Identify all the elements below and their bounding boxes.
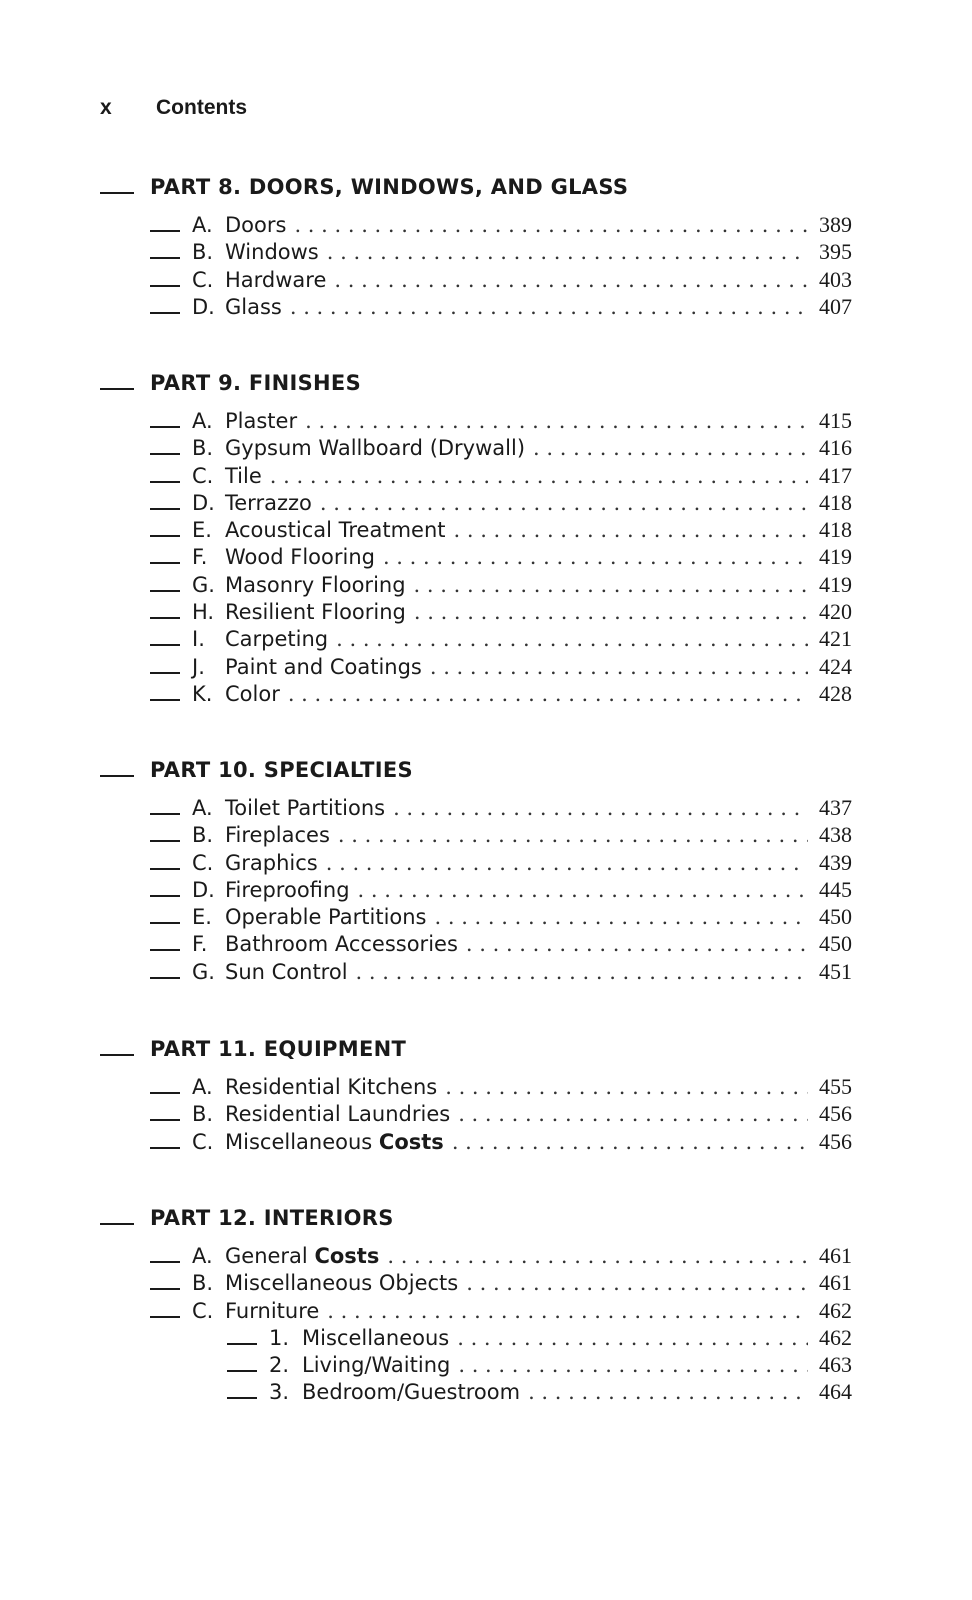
toc-subentry: 2. Living/Waiting . . . 463 — [100, 1351, 852, 1378]
entry-page: 418 — [819, 489, 852, 515]
checkbox-blank — [150, 519, 180, 537]
entry-label: Terrazzo — [225, 490, 312, 515]
checkbox-blank — [150, 296, 180, 314]
entry-page: 389 — [819, 212, 852, 237]
toc-entry: J. Paint and Coatings . . . 424 — [100, 653, 852, 680]
entry-page: 417 — [819, 462, 852, 488]
part-10-section — [100, 755, 852, 985]
dot-leader — [336, 626, 808, 653]
dot-leader — [430, 654, 808, 681]
entry-label-bold: Costs — [314, 1244, 380, 1268]
dot-leader — [457, 1325, 808, 1352]
entry-label: Glass — [225, 294, 282, 319]
entry-label: Miscellaneous Costs — [225, 1129, 444, 1154]
entry-label: Hardware — [225, 267, 327, 292]
dot-leader — [528, 1379, 808, 1406]
checkbox-blank — [150, 574, 180, 592]
toc-entry: D. Terrazzo . . . 418 — [100, 489, 852, 516]
entry-page: 419 — [819, 571, 852, 597]
entry-page: 437 — [819, 795, 852, 820]
entry-label: Graphics — [225, 850, 318, 875]
entry-label: Windows — [225, 240, 319, 265]
toc-entry: F. Wood Flooring . . . 419 — [100, 543, 852, 570]
entry-page: 416 — [819, 435, 852, 461]
entry-label: Paint and Coatings — [225, 654, 422, 679]
checkbox-blank — [150, 269, 180, 287]
entry-label: Miscellaneous — [302, 1325, 450, 1350]
part-heading: PART 8. DOORS, WINDOWS, AND GLASS — [100, 172, 852, 211]
checkbox-blank — [150, 1245, 180, 1263]
toc-entry: C. Furniture . . . 462 — [100, 1297, 852, 1324]
checkbox-blank — [150, 601, 180, 619]
dot-leader — [358, 877, 808, 904]
entry-page: 424 — [819, 653, 852, 679]
entry-page: 450 — [819, 904, 852, 930]
toc-entry: E. Operable Partitions . . . 450 — [100, 903, 852, 930]
entry-label: Miscellaneous Objects — [225, 1271, 459, 1296]
entry-page: 463 — [819, 1352, 852, 1378]
entry-page: 421 — [819, 626, 852, 652]
checkbox-blank — [227, 1354, 257, 1372]
part-heading: PART 11. EQUIPMENT — [100, 1034, 852, 1073]
toc-entry: C. Miscellaneous Costs . . . 456 — [100, 1128, 852, 1155]
dot-leader — [445, 1074, 808, 1101]
entry-page: 456 — [819, 1101, 852, 1127]
entry-label: Operable Partitions — [225, 905, 427, 930]
entry-label: Bathroom Accessories — [225, 932, 458, 957]
entry-page: 420 — [819, 599, 852, 625]
entry-page: 403 — [819, 266, 852, 292]
entry-page: 464 — [819, 1379, 852, 1405]
entry-page: 419 — [819, 544, 852, 570]
toc-entry: K. Color . . . 428 — [100, 680, 852, 707]
toc-entry: B. Windows . . . 395 — [100, 238, 852, 265]
dot-leader — [458, 1101, 808, 1128]
dot-leader — [327, 1298, 808, 1325]
toc-subentry: 3. Bedroom/Guestroom . . . 464 — [100, 1378, 852, 1405]
dot-leader — [356, 959, 808, 986]
entry-label: Living/Waiting — [302, 1353, 451, 1378]
dot-leader — [393, 795, 808, 822]
entry-label: Carpeting — [225, 627, 329, 652]
checkbox-blank — [150, 961, 180, 979]
part-12-section — [100, 1203, 852, 1406]
entry-label: Furniture — [225, 1298, 320, 1323]
entry-label-bold: Costs — [378, 1129, 444, 1154]
toc-entry: A. Toilet Partitions . . . 437 — [100, 794, 852, 821]
toc-entry: C. Hardware . . . 403 — [100, 266, 852, 293]
toc-entry: G. Sun Control . . . 451 — [100, 958, 852, 985]
checkbox-blank — [150, 683, 180, 701]
toc-entry: A. Doors . . . 389 — [100, 211, 852, 238]
entry-page: 462 — [819, 1324, 852, 1350]
entry-label: Masonry Flooring — [225, 572, 406, 597]
checkbox-blank — [150, 546, 180, 564]
checkbox-blank — [150, 437, 180, 455]
dot-leader — [414, 599, 808, 626]
checkbox-blank — [150, 214, 180, 232]
page-number-roman: x — [100, 96, 112, 119]
dot-leader — [288, 681, 808, 708]
entry-page: 462 — [819, 1297, 852, 1323]
toc-entry: H. Resilient Flooring . . . 420 — [100, 598, 852, 625]
checkbox-blank — [227, 1381, 257, 1399]
dot-leader — [338, 822, 808, 849]
checkbox-blank — [150, 1272, 180, 1290]
toc-entry: I. Carpeting . . . 421 — [100, 625, 852, 652]
part-8-section — [100, 172, 852, 320]
toc-entry: A. Residential Kitchens . . . 455 — [100, 1073, 852, 1100]
toc-entry: G. Masonry Flooring . . . 419 — [100, 571, 852, 598]
entry-label: General Costs — [225, 1244, 380, 1268]
entry-page: 456 — [819, 1128, 852, 1154]
part-9-section — [100, 368, 852, 707]
toc-entry: A. General Costs . . . 461 — [100, 1242, 852, 1269]
dot-leader — [294, 212, 808, 239]
dot-leader — [435, 904, 809, 931]
dot-leader — [320, 490, 808, 517]
dot-leader — [383, 544, 808, 571]
dot-leader — [326, 850, 808, 877]
toc-entry: D. Glass . . . 407 — [100, 293, 852, 320]
entry-page: 461 — [819, 1243, 852, 1268]
checkbox-blank — [100, 1203, 134, 1225]
running-title: Contents — [156, 96, 247, 119]
entry-page: 418 — [819, 517, 852, 543]
entry-page: 450 — [819, 931, 852, 957]
checkbox-blank — [100, 368, 134, 390]
dot-leader — [533, 435, 808, 462]
entry-label: Resilient Flooring — [225, 600, 406, 625]
toc-entry: B. Fireplaces . . . 438 — [100, 821, 852, 848]
checkbox-blank — [150, 492, 180, 510]
dot-leader — [454, 517, 809, 544]
dot-leader — [290, 294, 808, 321]
entry-label: Acoustical Treatment — [225, 518, 446, 543]
entry-label: Bedroom/Guestroom — [302, 1380, 521, 1405]
checkbox-blank — [150, 824, 180, 842]
toc-entry: B. Miscellaneous Objects . . . 461 — [100, 1269, 852, 1296]
checkbox-blank — [150, 1131, 180, 1149]
checkbox-blank — [150, 1103, 180, 1121]
checkbox-blank — [227, 1327, 257, 1345]
dot-leader — [466, 1270, 808, 1297]
part-heading: PART 12. INTERIORS — [100, 1203, 852, 1242]
entry-page: 439 — [819, 849, 852, 875]
checkbox-blank — [150, 241, 180, 259]
toc-entry: D. Fireproofing . . . 445 — [100, 876, 852, 903]
running-header — [100, 96, 247, 120]
dot-leader — [452, 1129, 808, 1156]
checkbox-blank — [150, 1076, 180, 1094]
dot-leader — [327, 239, 808, 266]
entry-page: 428 — [819, 680, 852, 706]
checkbox-blank — [150, 852, 180, 870]
checkbox-blank — [150, 933, 180, 951]
dot-leader — [334, 267, 808, 294]
toc-entry: A. Plaster . . . 415 — [100, 407, 852, 434]
entry-label: Plaster — [225, 409, 298, 433]
part-heading: PART 9. FINISHES — [100, 368, 852, 407]
entry-page: 395 — [819, 239, 852, 265]
toc-entry: C. Tile . . . 417 — [100, 462, 852, 489]
dot-leader — [387, 1243, 808, 1270]
dot-leader — [305, 408, 808, 435]
part-heading: PART 10. SPECIALTIES — [100, 755, 852, 794]
entry-label: Wood Flooring — [225, 545, 375, 570]
toc-entry: B. Gypsum Wallboard (Drywall) . . . 416 — [100, 434, 852, 461]
entry-page: 455 — [819, 1074, 852, 1099]
entry-label: Residential Laundries — [225, 1102, 451, 1127]
dot-leader — [466, 931, 808, 958]
entry-label: Residential Kitchens — [225, 1075, 438, 1099]
entry-label: Fireproofing — [225, 877, 350, 902]
checkbox-blank — [150, 465, 180, 483]
checkbox-blank — [150, 906, 180, 924]
toc-entry: F. Bathroom Accessories . . . 450 — [100, 930, 852, 957]
checkbox-blank — [100, 1034, 134, 1056]
entry-label: Sun Control — [225, 959, 348, 984]
toc-entry: B. Residential Laundries . . . 456 — [100, 1100, 852, 1127]
entry-label: Toilet Partitions — [225, 796, 386, 820]
checkbox-blank — [150, 410, 180, 428]
toc-entry: E. Acoustical Treatment . . . 418 — [100, 516, 852, 543]
dot-leader — [270, 463, 808, 490]
entry-page: 438 — [819, 822, 852, 848]
checkbox-blank — [150, 797, 180, 815]
entry-page: 415 — [819, 408, 852, 433]
dot-leader — [414, 572, 808, 599]
checkbox-blank — [100, 755, 134, 777]
part-11-section — [100, 1034, 852, 1155]
toc-entry: C. Graphics . . . 439 — [100, 849, 852, 876]
checkbox-blank — [150, 628, 180, 646]
dot-leader — [458, 1352, 808, 1379]
entry-label: Color — [225, 681, 280, 706]
checkbox-blank — [100, 172, 134, 194]
entry-label: Doors — [225, 213, 287, 237]
entry-label: Fireplaces — [225, 823, 330, 848]
entry-page: 445 — [819, 876, 852, 902]
entry-label: Tile — [225, 463, 262, 488]
toc-subentry: 1. Miscellaneous . . . 462 — [100, 1324, 852, 1351]
checkbox-blank — [150, 1300, 180, 1318]
entry-page: 461 — [819, 1270, 852, 1296]
entry-label: Gypsum Wallboard (Drywall) — [225, 436, 526, 461]
checkbox-blank — [150, 879, 180, 897]
entry-page: 407 — [819, 293, 852, 319]
checkbox-blank — [150, 656, 180, 674]
entry-page: 451 — [819, 958, 852, 984]
